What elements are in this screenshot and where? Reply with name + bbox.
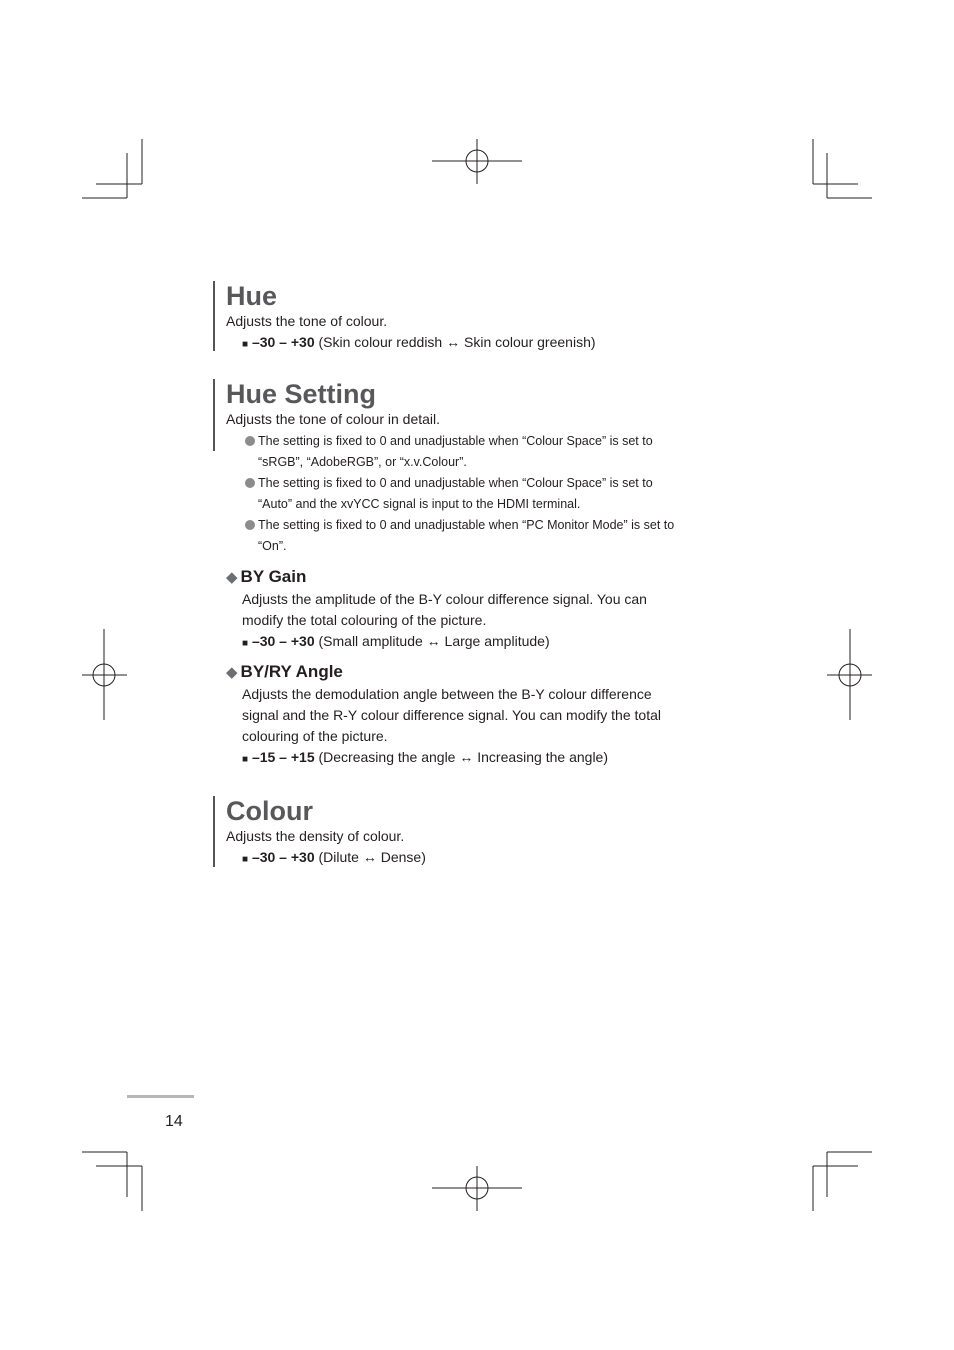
by-ry-angle-range-text: (Decreasing the angle ↔ Increasing the angle) (314, 749, 609, 765)
colour-range-value: –30 – +30 (251, 849, 315, 865)
by-ry-angle-heading (226, 661, 661, 684)
colour-section (213, 796, 426, 867)
hue-description: Adjusts the tone of colour. (226, 313, 388, 329)
diamond-bullet-icon: ◆ (226, 569, 238, 586)
colour-range-text: (Dilute ↔ Dense) (314, 849, 426, 865)
colour-heading: Colour (226, 796, 313, 826)
hue-setting-description: Adjusts the tone of colour in detail. (226, 411, 441, 427)
hue-section (213, 281, 596, 351)
circle-bullet-icon (245, 520, 255, 530)
hue-range (242, 332, 596, 355)
by-ry-angle-range (242, 747, 661, 770)
circle-bullet-icon (245, 436, 255, 446)
hue-heading: Hue (226, 281, 278, 311)
hue-setting-notes (226, 431, 674, 557)
square-bullet-icon: ■ (242, 854, 249, 865)
page-number-rule (127, 1095, 194, 1098)
diamond-bullet-icon: ◆ (226, 664, 238, 681)
by-gain-range (242, 631, 647, 654)
by-gain-desc-line: modify the total colouring of the picture. (242, 612, 487, 628)
by-gain-subsection (226, 566, 647, 654)
note-line: The setting is fixed to 0 and unadjustable when “Colour Space” is set to (258, 476, 653, 490)
note-item (245, 515, 674, 557)
by-gain-range-value: –30 – +30 (251, 633, 315, 649)
square-bullet-icon: ■ (242, 754, 249, 765)
note-line: The setting is fixed to 0 and unadjustable when “Colour Space” is set to (258, 434, 653, 448)
note-item (245, 473, 674, 515)
page-number: 14 (165, 1113, 183, 1130)
by-ry-angle-subsection (226, 661, 661, 770)
note-item (245, 431, 674, 473)
by-ry-angle-desc-line: signal and the R-Y colour difference signal. You can modify the total (242, 707, 661, 723)
colour-description: Adjusts the density of colour. (226, 828, 405, 844)
by-gain-range-text: (Small amplitude ↔ Large amplitude) (314, 633, 550, 649)
by-ry-angle-range-value: –15 – +15 (251, 749, 315, 765)
square-bullet-icon: ■ (242, 339, 249, 350)
note-line: “Auto” and the xvYCC signal is input to the HDMI terminal. (258, 497, 581, 511)
colour-range (242, 847, 426, 870)
by-gain-heading (226, 566, 647, 589)
circle-bullet-icon (245, 478, 255, 488)
hue-range-value: –30 – +30 (251, 334, 315, 350)
by-gain-desc-line: Adjusts the amplitude of the B-Y colour difference signal. You can (242, 591, 647, 607)
hue-setting-heading: Hue Setting (226, 379, 377, 409)
square-bullet-icon: ■ (242, 638, 249, 649)
note-line: “sRGB”, “AdobeRGB”, or “x.v.Colour”. (258, 455, 467, 469)
by-ry-angle-title: BY/RY Angle (240, 662, 343, 681)
by-ry-angle-desc-line: Adjusts the demodulation angle between the B-Y colour difference (242, 686, 652, 702)
note-line: “On”. (258, 539, 287, 553)
hue-range-text: (Skin colour reddish ↔ Skin colour greenish) (314, 334, 596, 350)
by-ry-angle-desc-line: colouring of the picture. (242, 728, 388, 744)
note-line: The setting is fixed to 0 and unadjustable when “PC Monitor Mode” is set to (258, 518, 675, 532)
by-gain-title: BY Gain (240, 567, 307, 586)
